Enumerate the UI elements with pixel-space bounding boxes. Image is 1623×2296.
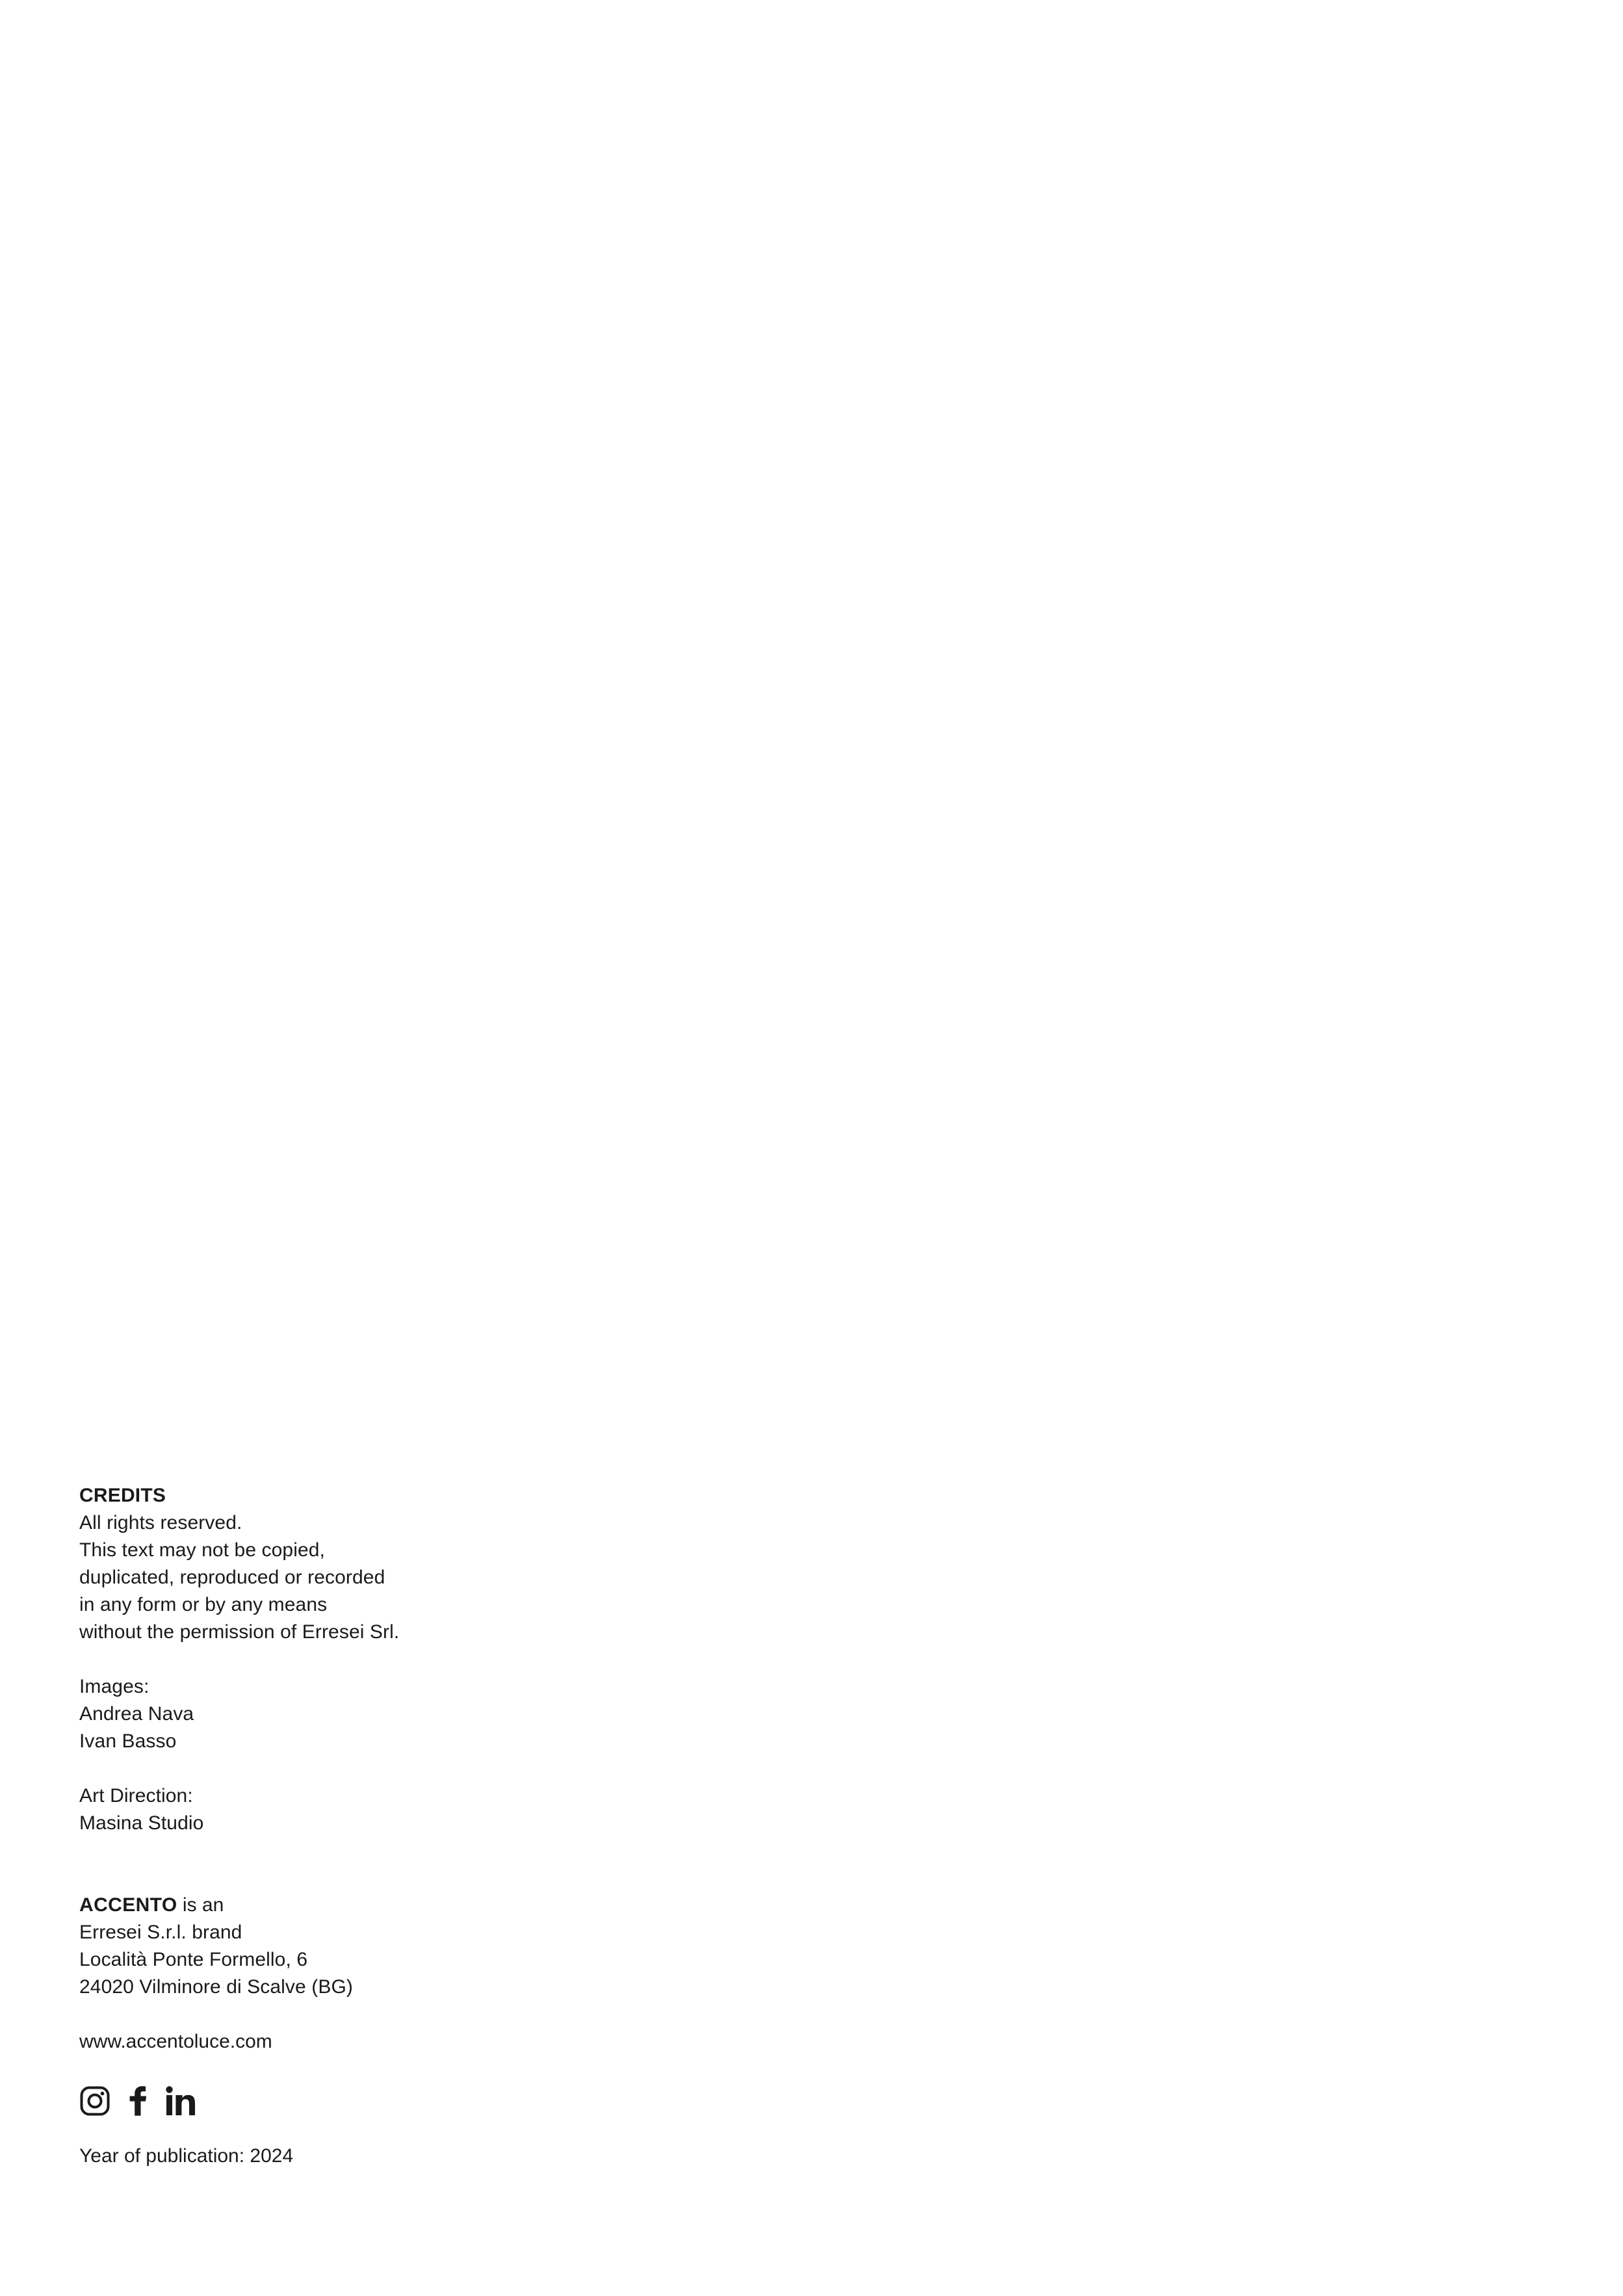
images-label: Images: (79, 1676, 149, 1697)
website-link[interactable]: www.accentoluce.com (79, 2031, 272, 2052)
rights-line: duplicated, reproduced or recorded (79, 1567, 385, 1588)
brand-name: ACCENTO (79, 1894, 177, 1916)
credits-heading: CREDITS (79, 1485, 166, 1506)
rights-line: without the permission of Erresei Srl. (79, 1621, 400, 1643)
spacer (79, 1864, 664, 1892)
image-credit: Andrea Nava (79, 1703, 194, 1725)
image-credit: Ivan Basso (79, 1730, 177, 1752)
instagram-icon[interactable] (79, 2085, 110, 2117)
company-name: Erresei S.r.l. brand (79, 1922, 242, 1943)
art-direction-credit: Masina Studio (79, 1812, 204, 1834)
address-line-1: Località Ponte Formello, 6 (79, 1949, 308, 1970)
art-direction-label: Art Direction: (79, 1785, 193, 1807)
credits-block (79, 1482, 664, 2170)
brand-statement (79, 1892, 664, 1919)
brand-name-suffix: is an (177, 1894, 224, 1916)
spacer (79, 1646, 664, 1673)
address-line-2: 24020 Vilminore di Scalve (BG) (79, 1976, 353, 1998)
facebook-icon[interactable] (127, 2085, 148, 2117)
spacer (79, 1755, 664, 1782)
spacer (79, 2001, 664, 2028)
rights-line: This text may not be copied, (79, 1539, 325, 1561)
year-of-publication: Year of publication: 2024 (79, 2145, 294, 2167)
rights-line: in any form or by any means (79, 1594, 328, 1615)
social-links (79, 2085, 664, 2117)
rights-line: All rights reserved. (79, 1512, 242, 1533)
spacer (79, 1837, 664, 1864)
linkedin-icon[interactable] (165, 2085, 196, 2117)
